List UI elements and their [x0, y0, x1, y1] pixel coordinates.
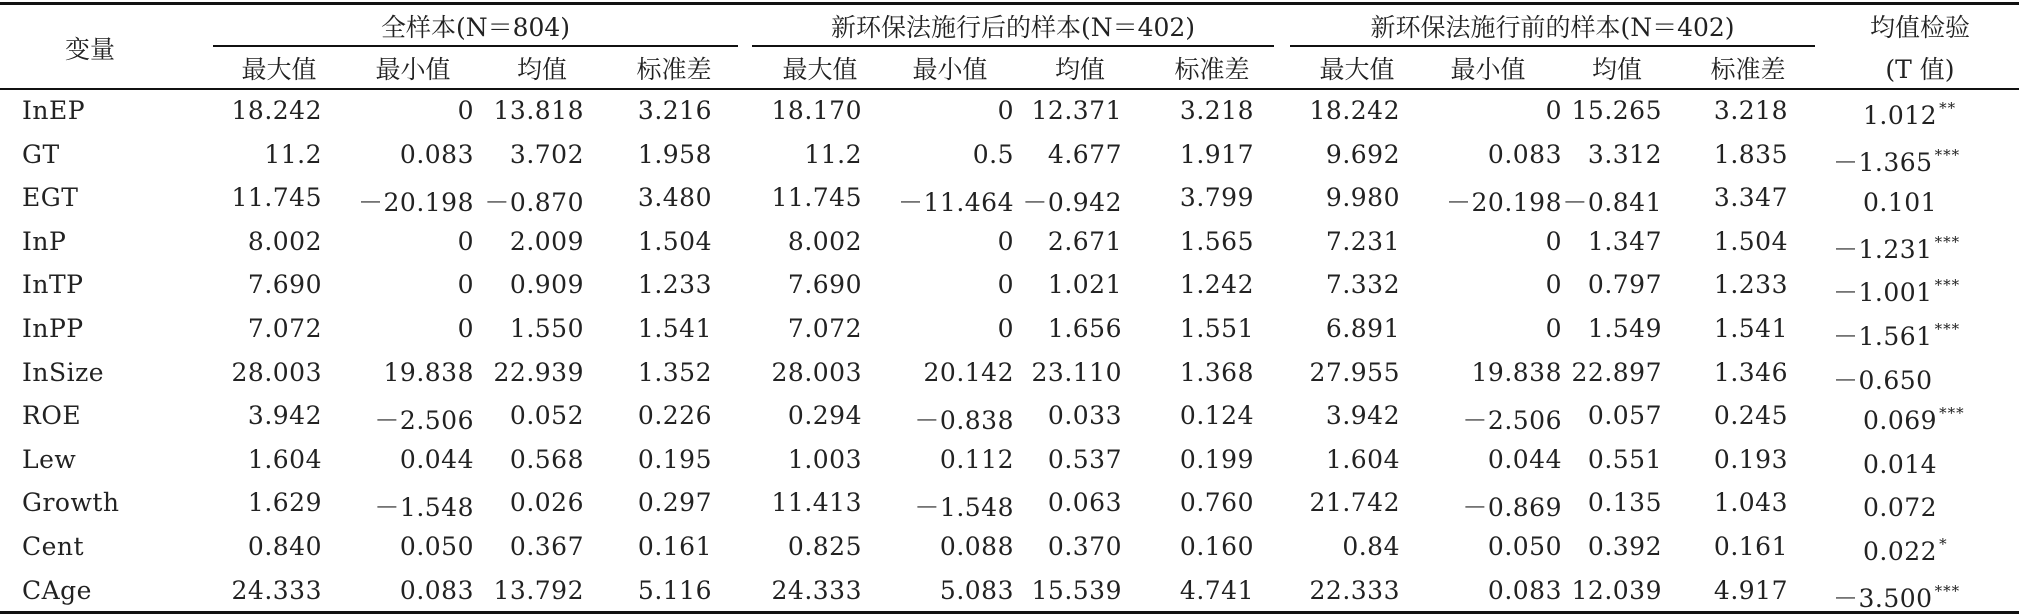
table-cell: 5.116 — [637, 575, 712, 605]
table-cell: 1.504 — [1713, 226, 1788, 256]
table-cell: 1.021 — [1047, 270, 1122, 300]
row-variable-name: InP — [22, 226, 67, 256]
table-cell: －20.198 — [1446, 188, 1562, 218]
table-cell: 0.226 — [637, 401, 712, 431]
table-cell: 4.741 — [1179, 575, 1254, 605]
significance-stars: *** — [1934, 232, 1961, 251]
table-cell: 1.504 — [637, 226, 712, 256]
header-rule — [0, 88, 2019, 90]
table-cell: 0.797 — [1587, 270, 1662, 300]
ttest-cell — [1863, 99, 1956, 130]
table-cell: 0 — [457, 270, 474, 300]
table-cell: 28.003 — [231, 357, 322, 387]
table-cell: －1.548 — [914, 493, 1014, 523]
subheader-col-5: 最大值 — [782, 55, 858, 84]
table-cell: 3.216 — [637, 96, 712, 125]
table-cell: 0.050 — [399, 532, 474, 561]
ttest-cell — [1833, 143, 1960, 179]
table-cell: 0.161 — [1713, 532, 1788, 561]
table-cell: 1.656 — [1047, 314, 1122, 343]
row-variable-name: InTP — [22, 270, 84, 300]
top-rule — [0, 2, 2019, 5]
table-cell: 0.063 — [1047, 488, 1122, 518]
table-cell: 28.003 — [771, 357, 862, 387]
ttest-value: 0.014 — [1863, 449, 1938, 479]
table-cell: 0.124 — [1179, 401, 1254, 431]
table-cell: 1.352 — [637, 357, 712, 387]
table-cell: 0.088 — [939, 532, 1014, 561]
ttest-cell — [1833, 273, 1960, 309]
group-rule-after — [752, 45, 1274, 47]
row-variable-name: InSize — [22, 357, 105, 387]
table-cell: 3.218 — [1179, 96, 1254, 125]
table-cell: －2.506 — [374, 406, 474, 436]
row-variable-name: InPP — [22, 314, 84, 343]
table-cell: 9.692 — [1325, 139, 1400, 169]
table-cell: 13.792 — [493, 575, 584, 605]
table-cell: 0.760 — [1179, 488, 1254, 518]
table-cell: 15.539 — [1031, 575, 1122, 605]
table-cell: 0.135 — [1587, 488, 1662, 518]
table-cell: 11.2 — [804, 139, 862, 169]
ttest-cell — [1833, 230, 1960, 266]
row-variable-name: EGT — [22, 183, 79, 213]
table-cell: 21.742 — [1309, 488, 1400, 518]
table-cell: 22.897 — [1571, 357, 1662, 387]
table-cell: 0.370 — [1047, 532, 1122, 561]
table-cell: －0.838 — [914, 406, 1014, 436]
header-ttest: 均值检验 — [1869, 13, 1970, 42]
table-cell: 1.347 — [1587, 226, 1662, 256]
table-cell: 0.537 — [1047, 444, 1122, 474]
table-cell: 0 — [997, 96, 1014, 125]
table-cell: －0.870 — [484, 188, 584, 218]
significance-stars: * — [1939, 535, 1948, 553]
group-rule-before — [1290, 45, 1815, 47]
table-cell: 27.955 — [1309, 357, 1400, 387]
table-cell: 11.745 — [771, 183, 862, 213]
table-cell: 0.5 — [972, 139, 1014, 169]
table-cell: 3.702 — [509, 139, 584, 169]
table-cell: 3.942 — [247, 401, 322, 431]
table-cell: 1.917 — [1179, 139, 1254, 169]
row-variable-name: CAge — [22, 575, 92, 605]
table-cell: 13.818 — [493, 96, 584, 125]
row-variable-name: ROE — [22, 401, 82, 431]
table-cell: －0.942 — [1022, 188, 1122, 218]
table-cell: 1.541 — [1713, 314, 1788, 343]
subheader-col-7: 均值 — [1054, 55, 1105, 84]
table-cell: 1.604 — [247, 444, 322, 474]
subheader-col-11: 均值 — [1591, 55, 1642, 84]
table-cell: 11.745 — [231, 183, 322, 213]
table-cell: 0 — [997, 314, 1014, 343]
ttest-cell — [1833, 361, 1935, 397]
table-cell: 1.368 — [1179, 357, 1254, 387]
ttest-value: －1.561 — [1833, 322, 1933, 351]
table-cell: 1.549 — [1587, 314, 1662, 343]
table-cell: 24.333 — [771, 575, 862, 605]
ttest-value: －1.001 — [1833, 278, 1933, 308]
subheader-col-4: 标准差 — [636, 55, 712, 84]
table-cell: 22.333 — [1309, 575, 1400, 605]
table-cell: －11.464 — [898, 188, 1014, 218]
table-cell: 7.231 — [1325, 226, 1400, 256]
table-cell: 0 — [1545, 96, 1562, 125]
table-cell: 7.690 — [787, 270, 862, 300]
row-variable-name: Growth — [22, 488, 120, 518]
subheader-col-12: 标准差 — [1710, 55, 1786, 84]
table-cell: －0.841 — [1562, 188, 1662, 218]
table-cell: 22.939 — [493, 357, 584, 387]
ttest-value: －3.500 — [1833, 583, 1933, 613]
table-cell: 2.009 — [509, 226, 584, 256]
bottom-rule — [0, 611, 2019, 614]
ttest-value: 1.012 — [1863, 101, 1938, 130]
table-cell: 0.052 — [509, 401, 584, 431]
table-cell: 0.84 — [1342, 532, 1400, 561]
table-cell: 3.312 — [1587, 139, 1662, 169]
table-cell: 0.392 — [1587, 532, 1662, 561]
table-cell: 0.909 — [509, 270, 584, 300]
table-cell: 0.033 — [1047, 401, 1122, 431]
table-cell: 1.629 — [247, 488, 322, 518]
table-cell: 0.193 — [1713, 444, 1788, 474]
subheader-col-8: 标准差 — [1174, 55, 1250, 84]
header-after-sample: 新环保法施行后的样本(N＝402) — [830, 13, 1196, 42]
table-cell: 0.083 — [1487, 575, 1562, 605]
group-rule-full — [213, 45, 738, 47]
ttest-cell — [1863, 448, 1939, 479]
significance-stars: *** — [1934, 145, 1961, 164]
table-cell: －1.548 — [374, 493, 474, 523]
table-cell: 12.039 — [1571, 575, 1662, 605]
row-variable-name: Cent — [22, 532, 85, 561]
ttest-cell — [1863, 186, 1939, 217]
table-cell: 7.690 — [247, 270, 322, 300]
table-cell: 12.371 — [1031, 96, 1122, 125]
ttest-value: 0.072 — [1863, 493, 1938, 523]
table-cell: 1.604 — [1325, 444, 1400, 474]
table-cell: 0.297 — [637, 488, 712, 518]
table-cell: 0 — [1545, 314, 1562, 343]
header-before-sample: 新环保法施行前的样本(N＝402) — [1370, 13, 1735, 42]
table-cell: 0.551 — [1587, 444, 1662, 474]
significance-stars: *** — [1934, 581, 1961, 600]
table-cell: 1.565 — [1179, 226, 1254, 256]
table-cell: 0.057 — [1587, 401, 1662, 431]
ttest-cell — [1863, 491, 1939, 522]
ttest-cell — [1833, 579, 1960, 615]
subheader-col-1: 最大值 — [241, 55, 317, 84]
significance-stars: *** — [1939, 404, 1965, 423]
table-cell: 0.083 — [1487, 139, 1562, 169]
ttest-cell — [1833, 317, 1960, 353]
table-cell: 1.958 — [637, 139, 712, 169]
table-cell: 0 — [997, 226, 1014, 256]
subheader-col-6: 最小值 — [912, 55, 988, 84]
table-cell: 9.980 — [1325, 183, 1400, 213]
table-cell: 0.026 — [509, 488, 584, 518]
header-full-sample: 全样本(N＝804) — [380, 13, 571, 42]
table-cell: 1.003 — [787, 444, 862, 474]
table-cell: 8.002 — [787, 226, 862, 256]
table-cell: 1.233 — [637, 270, 712, 300]
ttest-value: －1.365 — [1833, 147, 1933, 177]
table-cell: 0.195 — [637, 444, 712, 474]
table-cell: 0.044 — [399, 444, 474, 474]
table-cell: 18.170 — [771, 96, 862, 125]
ttest-value: －0.650 — [1833, 365, 1933, 395]
table-cell: 3.480 — [637, 183, 712, 213]
ttest-value: 0.101 — [1863, 188, 1938, 218]
table-cell: 3.799 — [1179, 183, 1254, 213]
table-cell: 1.346 — [1713, 357, 1788, 387]
ttest-value: 0.022 — [1863, 537, 1938, 566]
table-cell: 8.002 — [247, 226, 322, 256]
table-cell: 0.160 — [1179, 532, 1254, 561]
table-cell: 1.835 — [1713, 139, 1788, 169]
header-variable: 变量 — [64, 35, 115, 64]
table-cell: 7.332 — [1325, 270, 1400, 300]
table-cell: 23.110 — [1031, 357, 1122, 387]
table-cell: 7.072 — [787, 314, 862, 343]
table-cell: 0 — [1545, 270, 1562, 300]
row-variable-name: InEP — [22, 96, 86, 125]
table-cell: 1.550 — [509, 314, 584, 343]
table-cell: 0 — [1545, 226, 1562, 256]
table-cell: 0.568 — [509, 444, 584, 474]
table-cell: 0 — [997, 270, 1014, 300]
table-cell: 0.367 — [509, 532, 584, 561]
table-cell: 24.333 — [231, 575, 322, 605]
table-cell: 0.161 — [637, 532, 712, 561]
table-cell: 0.245 — [1713, 401, 1788, 431]
table-cell: 3.347 — [1713, 183, 1788, 213]
table-cell: 0 — [457, 314, 474, 343]
table-cell: 11.413 — [771, 488, 862, 518]
table-cell: 0.840 — [247, 532, 322, 561]
significance-stars: *** — [1934, 320, 1961, 338]
table-cell: 0.050 — [1487, 532, 1562, 561]
table-cell: 7.072 — [247, 314, 322, 343]
table-cell: 0.294 — [787, 401, 862, 431]
table-cell: －20.198 — [358, 188, 474, 218]
table-cell: 1.233 — [1713, 270, 1788, 300]
subheader-col-2: 最小值 — [375, 55, 451, 84]
significance-stars: *** — [1934, 276, 1961, 295]
table-cell: 0 — [457, 96, 474, 125]
table-cell: 19.838 — [383, 357, 474, 387]
table-cell: 19.838 — [1471, 357, 1562, 387]
table-cell: －0.869 — [1462, 493, 1562, 523]
table-cell: 11.2 — [264, 139, 322, 169]
ttest-cell — [1863, 404, 1965, 435]
table-cell: 20.142 — [923, 357, 1014, 387]
table-cell: 0.112 — [939, 444, 1014, 474]
header-ttest-unit: (T 值) — [1885, 55, 1955, 84]
table-cell: 18.242 — [1309, 96, 1400, 125]
significance-stars: ** — [1939, 99, 1957, 117]
table-cell: 1.551 — [1179, 314, 1254, 343]
table-cell: 4.917 — [1713, 575, 1788, 605]
table-cell: 0.199 — [1179, 444, 1254, 474]
table-cell: 6.891 — [1325, 314, 1400, 343]
subheader-col-10: 最小值 — [1450, 55, 1526, 84]
table-cell: 4.677 — [1047, 139, 1122, 169]
table-cell: 0.083 — [399, 575, 474, 605]
table-cell: 15.265 — [1571, 96, 1662, 125]
subheader-col-3: 均值 — [516, 55, 567, 84]
table-cell: 1.541 — [637, 314, 712, 343]
table-cell: 3.942 — [1325, 401, 1400, 431]
ttest-cell — [1863, 535, 1948, 566]
table-cell: 2.671 — [1047, 226, 1122, 256]
ttest-value: －1.231 — [1833, 234, 1933, 264]
subheader-col-9: 最大值 — [1319, 55, 1395, 84]
table-cell: 1.043 — [1713, 488, 1788, 518]
table-cell: 0.044 — [1487, 444, 1562, 474]
table-cell: 0 — [457, 226, 474, 256]
table-cell: 0.083 — [399, 139, 474, 169]
ttest-value: 0.069 — [1863, 406, 1938, 436]
row-variable-name: GT — [22, 139, 60, 169]
table-cell: 1.242 — [1179, 270, 1254, 300]
row-variable-name: Lew — [22, 444, 77, 474]
table-cell: －2.506 — [1462, 406, 1562, 436]
table-cell: 3.218 — [1713, 96, 1788, 125]
table-cell: 18.242 — [231, 96, 322, 125]
table-cell: 5.083 — [939, 575, 1014, 605]
table-cell: 0.825 — [787, 532, 862, 561]
